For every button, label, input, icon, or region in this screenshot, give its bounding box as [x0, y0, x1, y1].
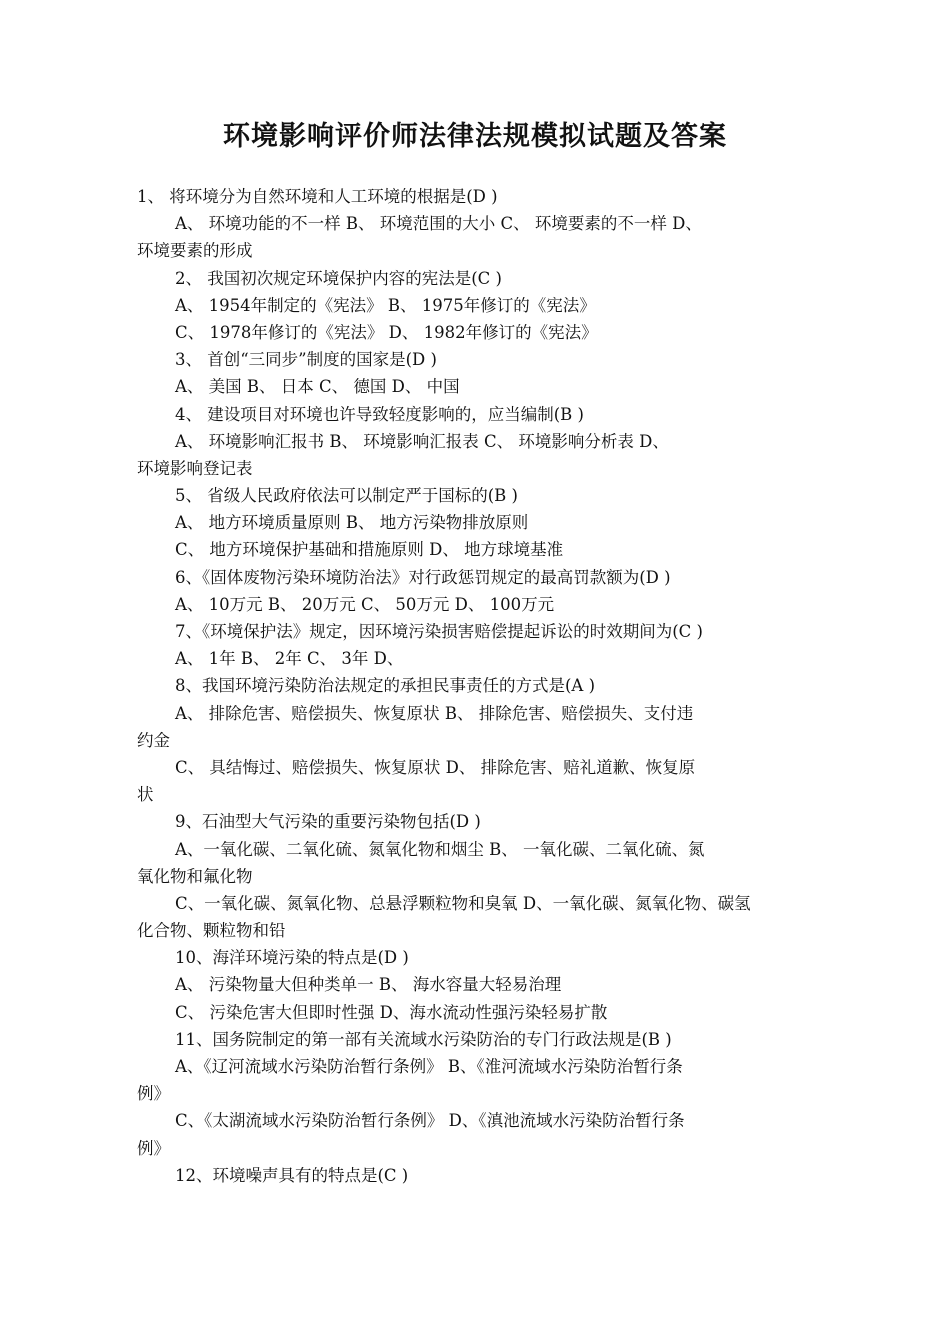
text-line: 环境要素的形成 — [137, 241, 253, 261]
text-line: 7、《环境保护法》规定，因环境污染损害赔偿提起诉讼的时效期间为(C ) — [175, 622, 703, 641]
text-line: A、 1年 B、 2年 C、 3年 D、 — [175, 649, 404, 669]
text-line: 8、我国环境污染防治法规定的承担民事责任的方式是(A ) — [175, 676, 596, 696]
text-line: 3、 首创“三同步”制度的国家是(D ) — [175, 350, 437, 370]
text-line: 6、《固体废物污染环境防治法》对行政惩罚规定的最高罚款额为(D ) — [175, 567, 671, 587]
text-line: C、 污染危害大但即时性强 D、海水流动性强污染轻易扩散 — [175, 1002, 608, 1022]
text-line: C、 地方环境保护基础和措施原则 D、 地方球境基准 — [175, 540, 564, 560]
text-line: C、一氧化碳、氮氧化物、总悬浮颗粒物和臭氧 D、一氧化碳、氮氧化物、碳氢 — [175, 893, 751, 913]
text-line: A、《辽河流域水污染防治暂行条例》 B、《淮河流域水污染防治暂行条 — [175, 1057, 683, 1076]
text-line: 状 — [137, 785, 154, 805]
text-line: 例》 — [137, 1084, 170, 1104]
text-line: A、 1954年制定的《宪法》 B、 1975年修订的《宪法》 — [175, 295, 596, 315]
text-line: 11、国务院制定的第一部有关流域水污染防治的专门行政法规是(B ) — [175, 1029, 672, 1049]
text-line: A、 污染物量大但种类单一 B、 海水容量大轻易治理 — [175, 975, 562, 995]
text-line: 环境影响登记表 — [137, 458, 253, 478]
text-line: A、 环境影响汇报书 B、 环境影响汇报表 C、 环境影响分析表 D、 — [175, 431, 669, 451]
text-line: A、 地方环境质量原则 B、 地方污染物排放原则 — [175, 513, 529, 533]
text-line: 约金 — [137, 730, 170, 750]
text-line: 氧化物和氟化物 — [137, 866, 253, 886]
text-line: A、 10万元 B、 20万元 C、 50万元 D、 100万元 — [175, 594, 555, 614]
text-line: C、 具结悔过、赔偿损失、恢复原状 D、 排除危害、赔礼道歉、恢复原 — [175, 757, 696, 777]
page-title: 环境影响评价师法律法规模拟试题及答案 — [223, 121, 727, 152]
text-line: 5、 省级人民政府依法可以制定严于国标的(B ) — [175, 486, 518, 506]
text-line: 2、 我国初次规定环境保护内容的宪法是(C ) — [175, 268, 502, 288]
text-line: 12、环境噪声具有的特点是(C ) — [175, 1165, 409, 1185]
text-line: 4、 建设项目对环境也许导致轻度影响的，应当编制(B ) — [175, 404, 584, 424]
text-line: A、 环境功能的不一样 B、 环境范围的大小 C、 环境要素的不一样 D、 — [175, 214, 702, 234]
text-line: 10、海洋环境污染的特点是(D ) — [175, 948, 409, 968]
text-line: A、 排除危害、赔偿损失、恢复原状 B、 排除危害、赔偿损失、支付违 — [175, 703, 694, 723]
text-line: A、一氧化碳、二氧化硫、氮氧化物和烟尘 B、 一氧化碳、二氧化硫、氮 — [175, 839, 705, 859]
text-line: A、 美国 B、 日本 C、 德国 D、 中国 — [175, 377, 460, 397]
text-line: 9、石油型大气污染的重要污染物包括(D ) — [175, 812, 481, 832]
text-line: C、 1978年修订的《宪法》 D、 1982年修订的《宪法》 — [175, 322, 598, 342]
question-list — [137, 183, 837, 1189]
text-line: 1、 将环境分为自然环境和人工环境的根据是(D ) — [137, 187, 498, 206]
text-line: 例》 — [137, 1138, 170, 1158]
text-line: 化合物、颗粒物和铅 — [137, 921, 286, 941]
text-line: C、《太湖流域水污染防治暂行条例》 D、《滇池流域水污染防治暂行条 — [175, 1111, 685, 1131]
